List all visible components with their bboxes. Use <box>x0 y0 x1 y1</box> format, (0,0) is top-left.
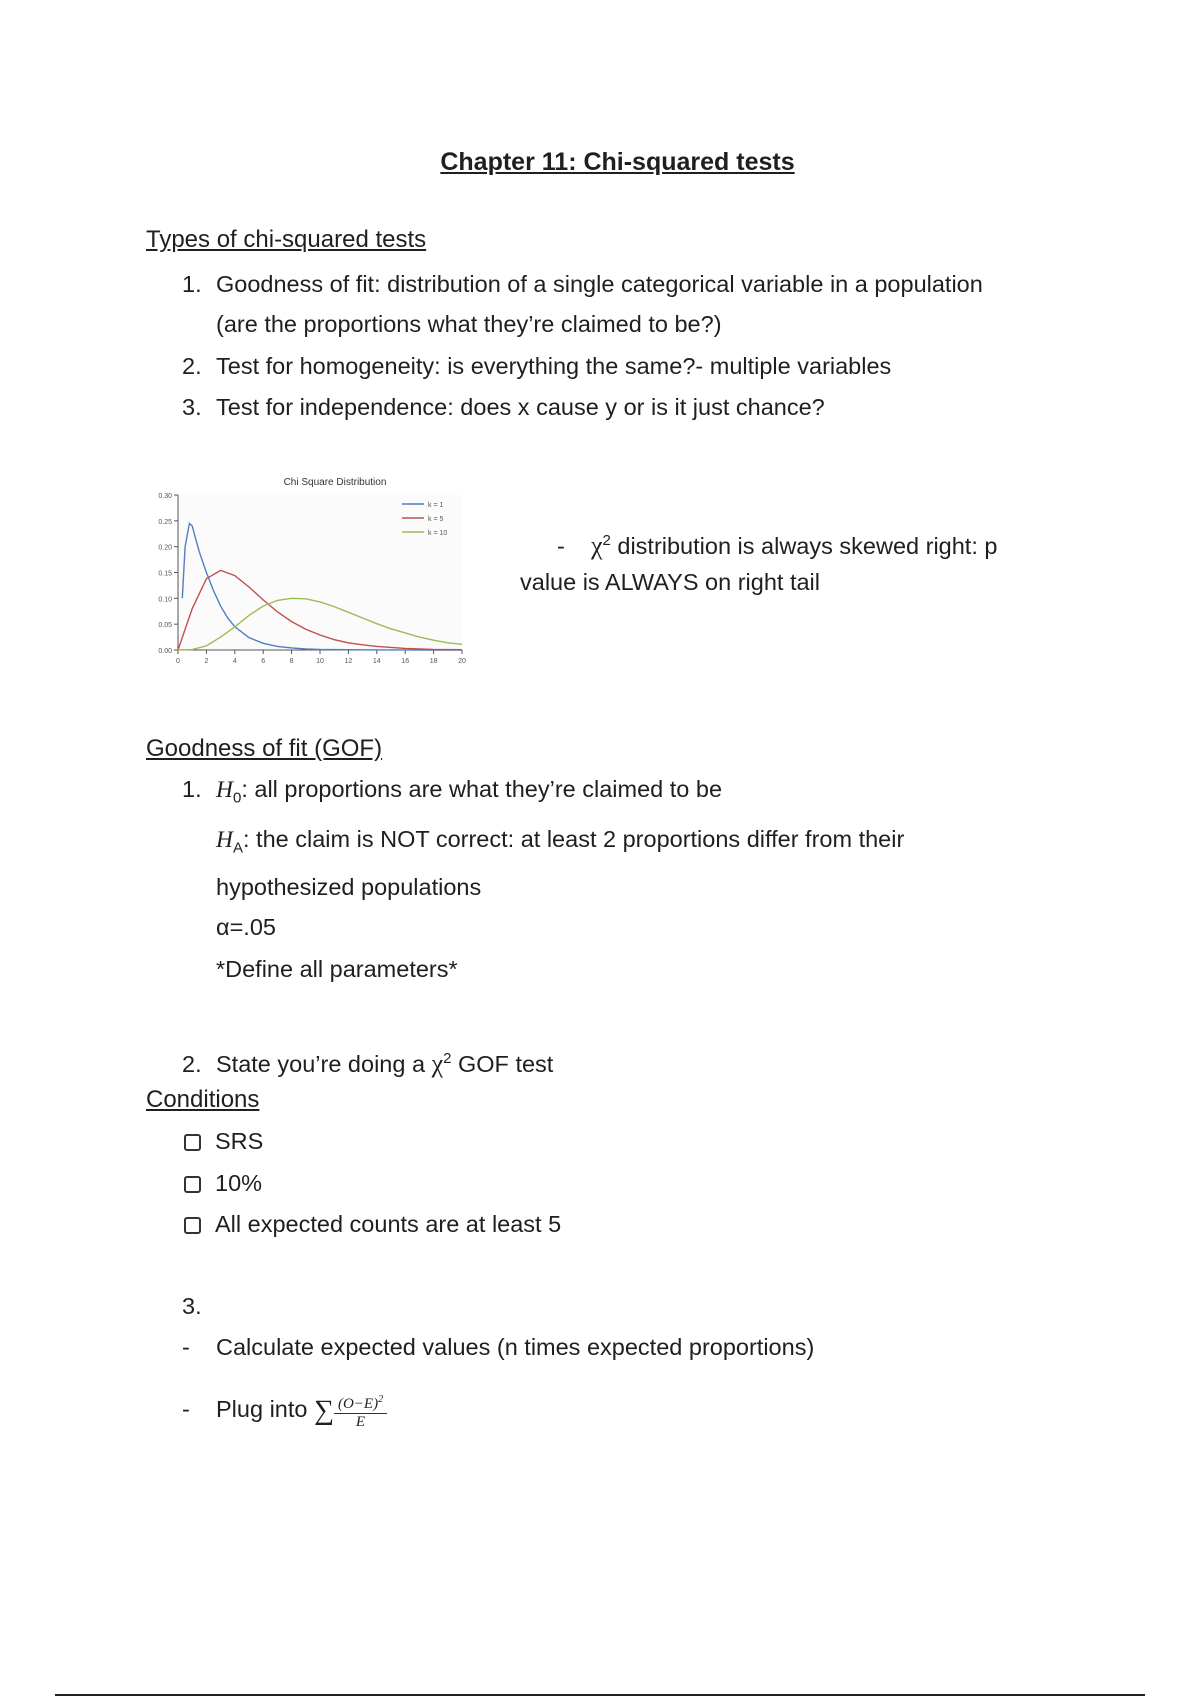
legend-label: k = 10 <box>428 530 448 537</box>
page-bottom-rule <box>55 1694 1145 1696</box>
x-tick-label: 4 <box>232 658 237 665</box>
types-heading: Types of chi-squared tests <box>146 226 427 253</box>
conditions-heading: Conditions <box>146 1086 260 1113</box>
x-tick-label: 16 <box>401 658 410 665</box>
h-subscript: A <box>232 839 243 857</box>
bullet-text: Calculate expected values (n times expected proportions) <box>216 1334 815 1360</box>
sigma-symbol: ∑ <box>313 1395 334 1426</box>
numerator-text: (O−E) <box>337 1396 379 1412</box>
chi-symbol: χ <box>431 1048 444 1078</box>
y-tick-label: 0.30 <box>158 493 172 500</box>
numerator-superscript: 2 <box>378 1394 384 1405</box>
gof-step2 <box>182 1045 553 1078</box>
list-text: Test for homogeneity: is everything the same?- multiple variables <box>216 353 892 379</box>
x-tick-label: 10 <box>316 658 324 665</box>
y-tick-label: 0.15 <box>158 570 172 578</box>
list-number: 3. <box>182 394 202 420</box>
x-tick-label: 8 <box>289 658 294 665</box>
condition-text: All expected counts are at least 5 <box>215 1211 562 1237</box>
y-tick-label: 0.20 <box>158 544 172 552</box>
x-tick-label: 12 <box>344 658 353 665</box>
condition-item <box>184 1210 561 1238</box>
x-tick-label: 18 <box>429 658 438 665</box>
gof-step1-ha <box>216 825 904 863</box>
alpha-level: α=.05 <box>216 914 276 940</box>
chart-title: Chi Square Distribution <box>283 477 387 488</box>
step2-pre: State you’re doing a <box>216 1050 426 1077</box>
chi-square-distribution-chart <box>140 470 510 685</box>
chart-note-line1 <box>557 527 997 560</box>
note-text: distribution is always skewed right: p <box>617 532 998 559</box>
bullet-text: Plug into <box>216 1396 308 1423</box>
y-tick-label: 0.00 <box>158 648 172 655</box>
define-parameters-note: *Define all parameters* <box>216 956 458 982</box>
checkbox-icon[interactable] <box>184 1134 201 1151</box>
ha-text: : the claim is NOT correct: at least 2 proportions differ from their <box>243 826 905 852</box>
gof-step1-ha-continued: hypothesized populations <box>216 874 482 900</box>
y-tick-label: 0.05 <box>158 622 172 630</box>
list-number: 2. <box>182 1050 202 1077</box>
h-subscript: 0 <box>232 789 242 807</box>
step2-post: GOF test <box>458 1050 554 1077</box>
list-number: 2. <box>182 353 202 379</box>
step3-number: 3. <box>182 1293 202 1319</box>
h0-text: : all proportions are what they’re claimed to be <box>241 776 723 802</box>
chi-square-formula-fraction <box>334 1392 387 1430</box>
types-item-1-continued: (are the proportions what they’re claimed to be?) <box>216 311 722 337</box>
legend-label: k = 1 <box>428 502 444 509</box>
formula-denominator: E <box>355 1414 366 1430</box>
bullet-dash: - <box>182 1334 190 1360</box>
checkbox-icon[interactable] <box>184 1217 201 1234</box>
types-item-3 <box>182 393 825 421</box>
condition-text: SRS <box>215 1128 264 1154</box>
chi-superscript: 2 <box>443 1050 452 1067</box>
gof-step1-h0 <box>182 775 722 813</box>
x-tick-label: 2 <box>204 658 209 665</box>
step3-bullet-2 <box>182 1392 387 1430</box>
y-tick-label: 0.25 <box>158 518 172 526</box>
x-tick-label: 14 <box>372 658 381 665</box>
types-item-2 <box>182 352 891 380</box>
formula-numerator <box>334 1392 387 1414</box>
list-text: Goodness of fit: distribution of a single categorical variable in a population <box>216 271 983 297</box>
page-title: Chapter 11: Chi-squared tests <box>440 148 795 176</box>
gof-heading: Goodness of fit (GOF) <box>146 735 383 762</box>
h-letter: H <box>216 827 233 853</box>
condition-item <box>184 1169 262 1197</box>
condition-text: 10% <box>215 1170 263 1196</box>
chi-symbol: χ <box>590 530 603 560</box>
list-number: 1. <box>182 776 202 802</box>
chart-note-line2: value is ALWAYS on right tail <box>520 569 820 595</box>
chi-superscript: 2 <box>602 532 611 549</box>
x-tick-label: 0 <box>176 658 180 665</box>
y-tick-label: 0.10 <box>158 596 172 604</box>
x-tick-label: 6 <box>261 658 266 665</box>
checkbox-icon[interactable] <box>184 1176 201 1193</box>
h-letter: H <box>216 777 233 803</box>
note-dash: - <box>557 532 565 559</box>
bullet-dash: - <box>182 1396 190 1423</box>
list-text: Test for independence: does x cause y or is it just chance? <box>216 394 825 420</box>
list-number: 1. <box>182 271 202 297</box>
x-tick-label: 20 <box>458 658 466 665</box>
step3-bullet-1 <box>182 1333 814 1361</box>
condition-item <box>184 1127 263 1155</box>
legend-label: k = 5 <box>428 516 444 523</box>
types-item-1 <box>182 270 983 298</box>
